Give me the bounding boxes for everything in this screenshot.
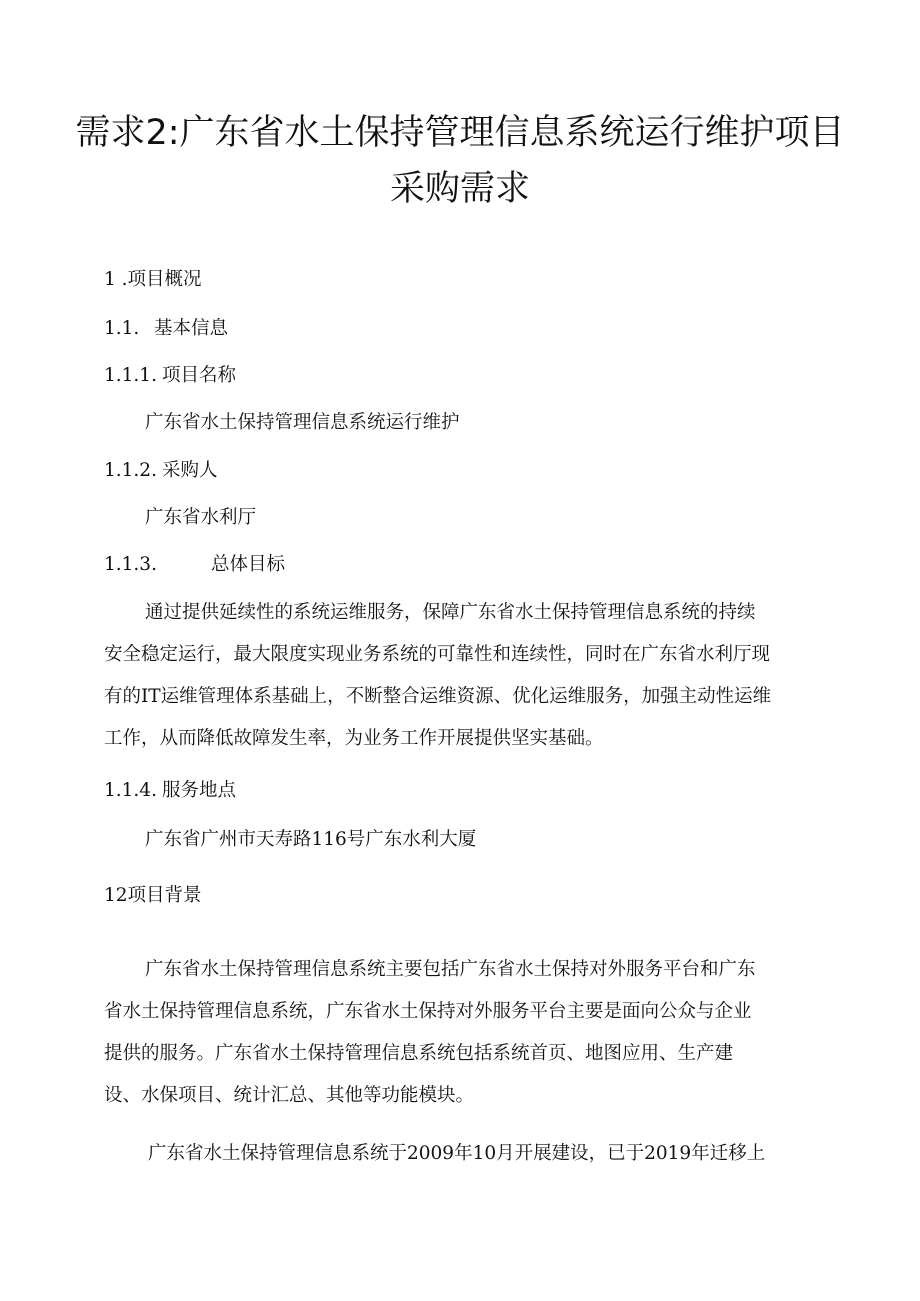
document-title-line-1: 需求2:广东省水土保持管理信息系统运行维护项目 <box>75 113 845 153</box>
section-1-2-heading: 12项目背景 <box>104 885 202 906</box>
project-name-value: 广东省水土保持管理信息系统运行维护 <box>145 412 460 433</box>
goal-line-2: 安全稳定运行，最大限度实现业务系统的可靠性和连续性，同时在广东省水利厅现 <box>104 644 771 665</box>
goal-line-4: 工作，从而降低故障发生率，为业务工作开展提供坚实基础。 <box>104 728 604 749</box>
section-number: 1 <box>104 269 116 290</box>
section-label: 项目名称 <box>162 365 237 386</box>
background-line-2: 省水土保持管理信息系统，广东省水土保持对外服务平台主要是面向公众与企业 <box>104 1001 752 1022</box>
section-1-heading <box>104 268 202 292</box>
section-label: .项目概况 <box>121 269 202 290</box>
history-line: 广东省水土保持管理信息系统于2009年10月开展建设，已于2019年迁移上 <box>148 1143 766 1164</box>
section-number: 1.1.4. <box>104 780 157 801</box>
section-label: 总体目标 <box>211 554 286 575</box>
section-1-1-3-heading <box>104 553 285 577</box>
purchaser-value: 广东省水利厅 <box>145 507 257 528</box>
background-line-1: 广东省水土保持管理信息系统主要包括广东省水土保持对外服务平台和广东 <box>145 959 756 980</box>
background-line-4: 设、水保项目、统计汇总、其他等功能模块。 <box>104 1085 475 1106</box>
section-number: 1.1.2. <box>104 460 157 481</box>
document-title-line-2: 采购需求 <box>389 169 530 209</box>
background-line-3: 提供的服务。广东省水土保持管理信息系统包括系统首页、地图应用、生产建 <box>104 1043 734 1064</box>
section-label: 采购人 <box>162 460 218 481</box>
section-number: 1.1.1. <box>104 365 157 386</box>
section-1-1-1-heading <box>104 364 236 388</box>
section-number: 1.1.3. <box>104 554 157 575</box>
goal-line-1: 通过提供延续性的系统运维服务，保障广东省水土保持管理信息系统的持续 <box>145 602 756 623</box>
section-label: 服务地点 <box>162 780 237 801</box>
section-1-1-4-heading <box>104 779 236 803</box>
section-label: 基本信息 <box>154 318 229 339</box>
goal-line-3: 有的IT运维管理体系基础上，不断整合运维资源、优化运维服务，加强主动性运维 <box>104 686 772 707</box>
section-1-1-heading <box>104 317 228 341</box>
service-location-value: 广东省广州市天寿路116号广东水利大厦 <box>145 829 477 850</box>
section-number: 1.1. <box>104 318 140 339</box>
section-1-1-2-heading <box>104 459 218 483</box>
